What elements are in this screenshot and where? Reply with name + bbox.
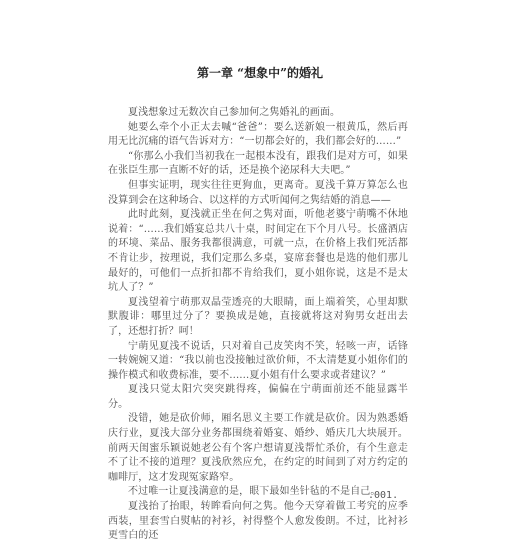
paragraph: 此时此刻，夏浅就正坐在何之隽对面，听他老婆宁萌嘴不休地说着：“……我们婚宴总共八十桌，时间定在下个月八号。长盛酒店的环境、菜品、服务我都很满意，可就一点，在价格上我们死活都不肯让步，按理说，我们定那么多桌，宴席套餐也是选的他们那儿最好的，可他们一点折扣都不肯给我们，夏小姐你说，这是不是太坑人了？”: [108, 209, 408, 294]
paragraph: 夏浅望着宁萌那双晶莹透亮的大眼睛，面上端着笑，心里却默默腹诽：哪里过分了？要换成是她，直接就将这对狗男女赶出去了，还想打折？呵！: [108, 296, 408, 337]
paragraph: 不过唯一让夏浅满意的是，眼下最如坐针毡的不是自己。: [128, 486, 381, 498]
chapter-title: 第一章 “想象中”的婚礼: [197, 66, 323, 80]
paragraph: 夏浅只觉太阳穴突突跳得疼，偏偏在宁萌面前还不能显露半分。: [108, 384, 408, 410]
paragraph: 夏浅想象过无数次自己参加何之隽婚礼的画面。: [128, 107, 341, 118]
body-text: [108, 106, 408, 544]
paragraph: 但事实证明，现实往往更狗血，更离奇。夏浅千算万算怎么也没算到会在这种场合、以这样的方式听闻何之隽结婚的消息——: [108, 179, 408, 206]
paragraph: 没错，她是砍价师，厢名思义主要工作就是砍价。因为熟悉婚庆行业，夏浅大部分业务都围绕着婚宴、婚纱、婚庆几大块展开。前两天闺蜜乐颖说她老公有个客户想请夏浅帮忙杀价，有个生意走不了让不接的道理？夏浅欣然应允，在约定的时间到了对方约定的咖啡厅，这才发现冤家路窄。: [108, 413, 408, 483]
paragraph: 宁萌见夏浅不说话，只对着自己皮笑肉不笑，轻咳一声，话锋一转婉婉又道：“我以前也没接触过欲价师，不太清楚夏小姐你们的操作模式和收费标准，要不……夏小姐有什么要求或者建议？”: [108, 340, 408, 381]
paragraph: 她要么牵个小正太去喊“爸爸”：要么送新娘一根黄瓜，然后再用无比沉痛的语气告诉对方：“一切都会好的，我们都会好的……”: [108, 121, 408, 148]
paragraph: 夏浅抬了抬眼，转眸看向何之隽。他今天穿着做工考究的应季西装，里套雪白熨帖的衬衫，衬得整个人愈发俊朗。不过，比衬衫更雪白的还: [108, 501, 408, 542]
page-number: .001.: [368, 490, 399, 501]
paragraph: “你那么小我们当初我在一起根本没有，跟我们是对方可，如果在张臣生那一直断不好的话，还是换个泌尿科大夫吧。”: [108, 150, 408, 177]
